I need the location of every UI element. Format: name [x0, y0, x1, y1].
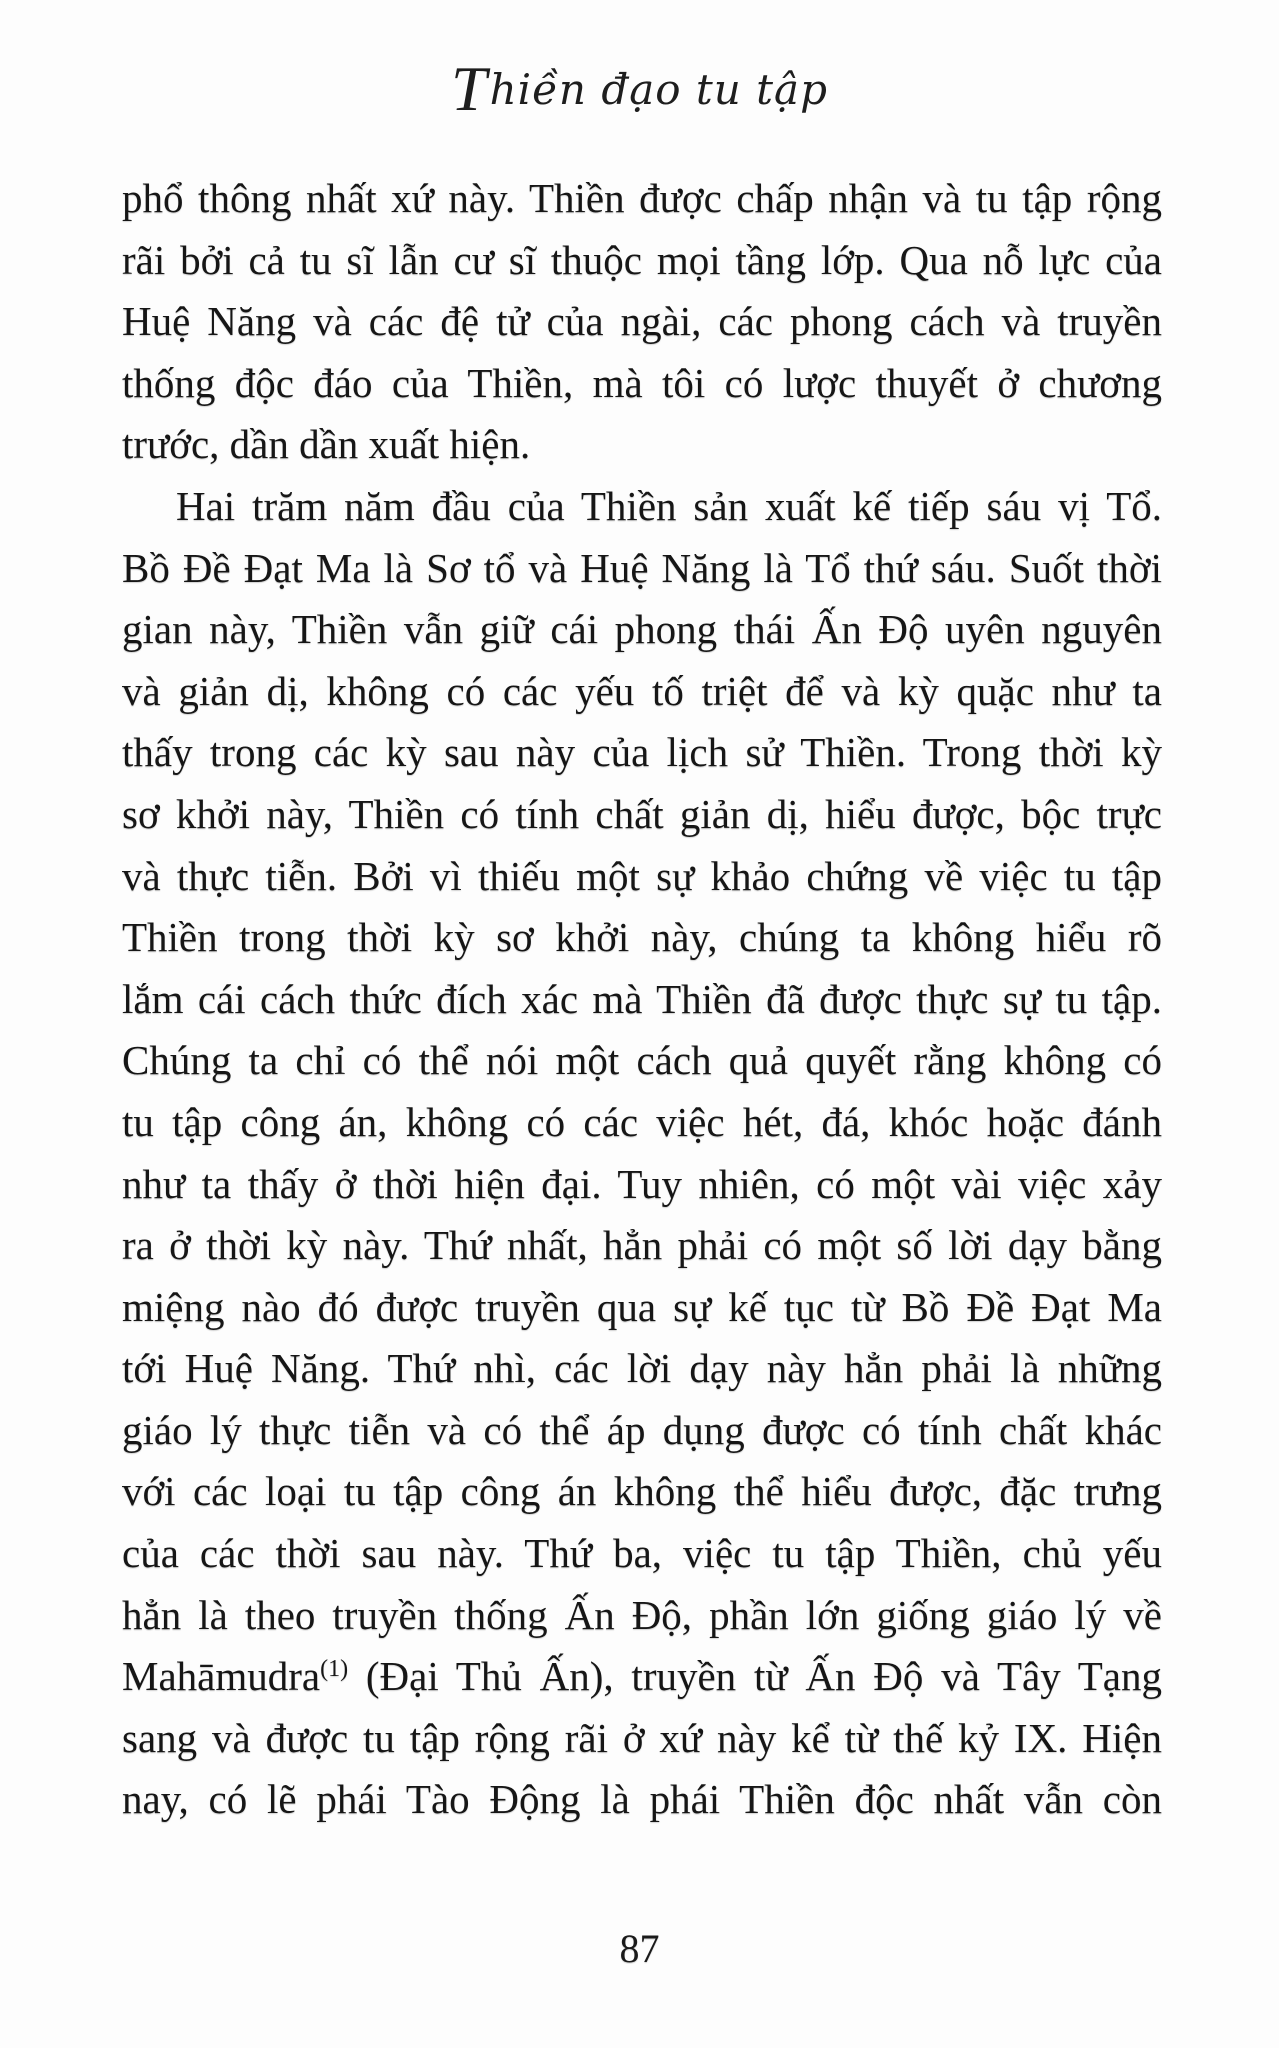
text-line: Bồ Đề Đạt Ma là Sơ tổ và Huệ Năng là Tổ thứ sáu. Suốt thời — [122, 544, 1162, 591]
footnote-line-rest: (Đại Thủ Ấn), truyền từ Ấn Độ và Tây Tạng — [348, 1653, 1162, 1700]
text-line: và giản dị, không có các yếu tố triệt để và kỳ quặc như ta — [122, 667, 1162, 714]
page-number: 87 — [619, 1926, 660, 1971]
footnote-term: Mahāmudra — [122, 1653, 321, 1700]
footnote-marker[interactable]: (1) — [320, 1656, 349, 1683]
text-line: sơ khởi này, Thiền có tính chất giản dị, hiểu được, bộc trực — [122, 790, 1162, 837]
text-line: phổ thông nhất xứ này. Thiền được chấp nhận và tu tập rộng — [122, 175, 1162, 221]
body-text — [122, 168, 1162, 1831]
text-line: rãi bởi cả tu sĩ lẫn cư sĩ thuộc mọi tầng lớp. Qua nỗ lực của — [122, 236, 1162, 283]
header-title-rest: hiền đạo tu tập — [489, 65, 828, 114]
text-line: ra ở thời kỳ này. Thứ nhất, hẳn phải có một số lời dạy bằng — [122, 1222, 1162, 1269]
text-line: gian này, Thiền vẫn giữ cái phong thái Ấn Độ uyên nguyên — [122, 606, 1162, 653]
text-line: Huệ Năng và các đệ tử của ngài, các phong cách và truyền — [122, 298, 1162, 345]
text-line: như ta thấy ở thời hiện đại. Tuy nhiên, có một vài việc xảy — [122, 1160, 1162, 1207]
text-line: thống độc đáo của Thiền, mà tôi có lược thuyết ở chương — [122, 359, 1162, 406]
text-line: của các thời sau này. Thứ ba, việc tu tập Thiền, chủ yếu — [122, 1530, 1162, 1577]
text-line: thấy trong các kỳ sau này của lịch sử Thiền. Trong thời kỳ — [122, 729, 1162, 776]
text-line: hẳn là theo truyền thống Ấn Độ, phần lớn giống giáo lý về — [122, 1591, 1162, 1638]
text-line: tới Huệ Năng. Thứ nhì, các lời dạy này hẳn phải là những — [122, 1345, 1162, 1392]
text-line: lắm cái cách thức đích xác mà Thiền đã được thực sự tu tập. — [122, 975, 1162, 1022]
text-line-with-footnote — [122, 1646, 1162, 1708]
running-header — [0, 52, 1279, 126]
text-line-indented: Hai trăm năm đầu của Thiền sản xuất kế tiếp sáu vị Tổ. — [176, 482, 1162, 529]
text-line: Thiền trong thời kỳ sơ khởi này, chúng ta không hiểu rõ — [122, 914, 1162, 961]
text-line: nay, có lẽ phái Tào Động là phái Thiền độc nhất vẫn còn — [122, 1776, 1162, 1823]
header-initial: T — [451, 53, 488, 124]
text-line: với các loại tu tập công án không thể hiểu được, đặc trưng — [122, 1468, 1162, 1515]
text-line: Chúng ta chỉ có thể nói một cách quả quyết rằng không có — [122, 1037, 1162, 1084]
text-line: tu tập công án, không có các việc hét, đá, khóc hoặc đánh — [122, 1098, 1162, 1145]
text-line: giáo lý thực tiễn và có thể áp dụng được có tính chất khác — [122, 1406, 1162, 1453]
text-line: sang và được tu tập rộng rãi ở xứ này kể từ thế kỷ IX. Hiện — [122, 1714, 1162, 1761]
text-line: và thực tiễn. Bởi vì thiếu một sự khảo chứng về việc tu tập — [122, 852, 1162, 899]
text-line: miệng nào đó được truyền qua sự kế tục từ Bồ Đề Đạt Ma — [122, 1283, 1162, 1330]
text-line: trước, dần dần xuất hiện. — [122, 421, 531, 468]
